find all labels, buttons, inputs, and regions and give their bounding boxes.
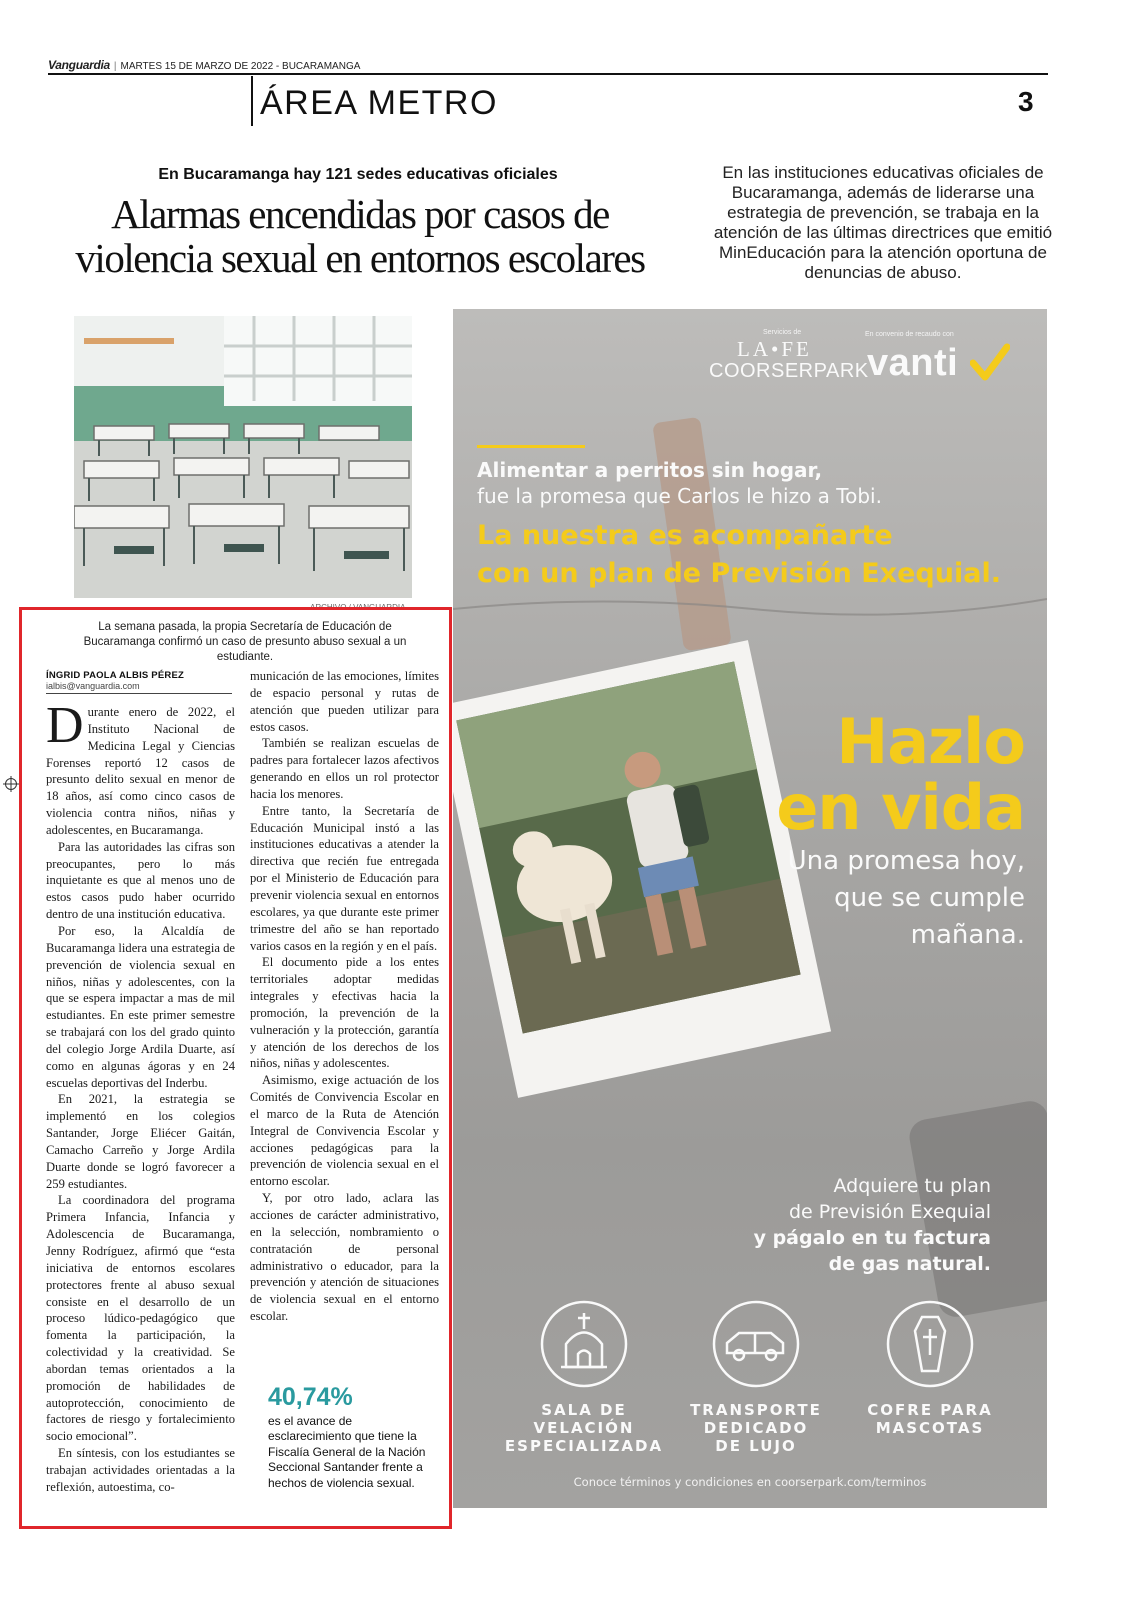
ad-tagline bbox=[725, 843, 1025, 954]
service-line: VELACIÓN bbox=[533, 1419, 635, 1437]
service-label-transport bbox=[671, 1401, 841, 1455]
author-email[interactable]: ialbis@vanguardia.com bbox=[46, 681, 140, 691]
headline-line-2: violencia sexual en entornos escolares bbox=[75, 235, 645, 281]
author-name: ÍNGRID PAOLA ALBIS PÉREZ bbox=[46, 670, 184, 681]
plan-line-2: con un plan de Previsión Exequial. bbox=[477, 558, 1001, 589]
paragraph: En síntesis, con los estudiantes se trabajan actividades orientadas a la reflexión, autoestima, co- bbox=[46, 1446, 235, 1494]
promise-line-1: Alimentar a perritos sin hogar, bbox=[477, 458, 823, 482]
cta-line-3: y págalo en tu factura bbox=[753, 1227, 991, 1249]
service-line: MASCOTAS bbox=[875, 1419, 985, 1437]
service-line: SALA DE bbox=[541, 1401, 627, 1419]
section-divider bbox=[251, 76, 253, 126]
paragraph: El documento pide a los entes territoriales adoptar medidas integrales y efectivas hacia la promoción, la prevención de la vulneración y la protección, garantía y atención de los derechos de los niños, niñas y adolescentes. bbox=[250, 955, 439, 1071]
article-deck: En las instituciones educativas oficiales de Bucaramanga, además de liderarse una estrategia de prevención, se trabaja en la atención de las últimas directrices que emitió MinEducación para la atención oportuna de denuncias de abuso. bbox=[713, 163, 1053, 282]
dateline: MARTES 15 DE MARZO DE 2022 - BUCARAMANGA bbox=[120, 61, 361, 72]
paragraph: Asimismo, exige actuación de los Comités de Convivencia Escolar en el marco de la Ruta de Atención Integral de Convivencia Escolar y acciones pedagógicas para la prevención de violencia sexual en el entorno escolar. bbox=[250, 1073, 439, 1189]
promise-line-2: fue la promesa que Carlos le hizo a Tobi. bbox=[477, 484, 882, 508]
paragraph: Para las autoridades las cifras son preocupantes, pero lo más inquietante es que al menos uno de estos casos pudo haber ocurrido dentro de una institución educativa. bbox=[46, 839, 235, 922]
newspaper-logo: Vanguardia bbox=[48, 58, 110, 72]
tagline-line-1: Una promesa hoy, bbox=[787, 846, 1025, 876]
cta-line-4: de gas natural. bbox=[828, 1253, 991, 1275]
photo-caption: La semana pasada, la propia Secretaría de Educación de Bucaramanga confirmó un caso de presunto abuso sexual a un estudiante. bbox=[83, 621, 407, 663]
ad-terms[interactable]: Conoce términos y condiciones en coorserpark.com/terminos bbox=[573, 1475, 927, 1489]
ad-accent-rule bbox=[477, 445, 585, 448]
service-line: ESPECIALIZADA bbox=[504, 1437, 664, 1455]
cta-line-1: Adquiere tu plan bbox=[833, 1175, 991, 1197]
header-rule bbox=[48, 73, 1048, 75]
ad-slogan bbox=[745, 705, 1025, 844]
stat-value: 40,74% bbox=[268, 1383, 353, 1411]
section-title: ÁREA METRO bbox=[260, 84, 498, 122]
classroom-photo bbox=[74, 316, 412, 598]
checkmark-icon bbox=[970, 343, 1010, 383]
paragraph: La coordinadora del programa Primera Infancia, Infancia y Adolescencia de Bucaramanga, Jenny Rodríguez, afirmó que “esta iniciativa de entornos escolares protectores frente al abuso sexual consiste en el desarrollo de un proceso lúdico-pedagógico que fomenta la participación, la colectividad y la creatividad. Se abordan temas orientados a la promoción de habilidades de autoprotección, conocimiento de factores de riesgo y fortalecimiento socio emocional”. bbox=[46, 1193, 235, 1444]
hearse-icon bbox=[711, 1299, 801, 1389]
paragraph: Por eso, la Alcaldía de Bucaramanga lidera una estrategia de prevención de violencia sexual en niños, niñas y adolescentes, con la que se espera impactar a mas de mil estudiantes. En este primer semestre se trabajará con los del grado quinto del colegio Jorge Ardila Duarte, así como en algunas ágoras y en 24 escuelas deportivas del Inderbu. bbox=[46, 923, 235, 1090]
slogan-line-1: Hazlo bbox=[836, 705, 1025, 778]
dropcap: D bbox=[46, 697, 84, 754]
classroom-illustration bbox=[74, 316, 412, 598]
chapel-icon bbox=[539, 1299, 629, 1389]
service-label-chapel bbox=[499, 1401, 669, 1455]
service-line: DEDICADO bbox=[703, 1419, 809, 1437]
article-headline bbox=[40, 192, 680, 280]
vanti-logo: vanti bbox=[867, 342, 959, 384]
service-line: DE LUJO bbox=[715, 1437, 797, 1455]
lafe-logo: LA•FE bbox=[737, 337, 812, 361]
headline-line-1: Alarmas encendidas por casos de bbox=[111, 191, 609, 237]
article-kicker: En Bucaramanga hay 121 sedes educativas oficiales bbox=[158, 166, 558, 183]
ad-call-to-action bbox=[691, 1173, 991, 1277]
ad-plan bbox=[477, 517, 1037, 593]
service-label-pet-coffin bbox=[845, 1401, 1015, 1437]
slogan-line-2: en vida bbox=[776, 771, 1025, 844]
paragraph: En 2021, la estrategia se implementó en los colegios Santander, Jorge Eliécer Gaitán, Camacho Carreño y Jorge Ardila Duarte donde se logró favorecer a 259 estudiantes. bbox=[46, 1092, 235, 1191]
service-line: COFRE PARA bbox=[867, 1401, 993, 1419]
plan-line-1: La nuestra es acompañarte bbox=[477, 520, 893, 551]
tagline-line-3: mañana. bbox=[910, 920, 1025, 950]
paragraph: También se realizan escuelas de padres para fortalecer lazos afectivos generando en ellos un rol protector hacia los menores. bbox=[250, 736, 439, 801]
stat-description: es el avance de esclarecimiento que tiene la Fiscalía General de la Nación Seccional Santander frente a hechos de violencia sexual. bbox=[268, 1414, 426, 1490]
service-line: TRANSPORTE bbox=[690, 1401, 822, 1419]
lafe-small-label: Servicios de bbox=[763, 329, 802, 336]
photo-credit: ARCHIVO / VANGUARDIA bbox=[310, 603, 406, 612]
tagline-line-2: que se cumple bbox=[834, 883, 1025, 913]
paragraph: Entre tanto, la Secretaría de Educación Municipal instó a las instituciones educativas a atender la directiva que recién fue entregada por el Ministerio de Educación para prevenir violencia sexual en entornos escolares, ya que durante este primer trimestre del año se han reportado varios casos en la región y en el país. bbox=[250, 803, 439, 953]
masthead bbox=[48, 58, 1048, 72]
paragraph: Y, por otro lado, aclara las acciones de carácter administrativo, en la selección, nombramiento o contratación de personal administrativo o educador, para la prevención y atención de situaciones de violencia sexual en el entorno escolar. bbox=[250, 1191, 439, 1324]
highlight-frame bbox=[19, 607, 452, 1529]
coffin-icon bbox=[885, 1299, 975, 1389]
paragraph: municación de las emociones, límites de espacio personal y rutas de atención que pueden utilizar para estos casos. bbox=[250, 669, 439, 734]
ad-promise bbox=[477, 457, 1037, 509]
page-number: 3 bbox=[1018, 86, 1034, 117]
advertisement[interactable] bbox=[453, 309, 1047, 1508]
cta-line-2: de Previsión Exequial bbox=[788, 1201, 991, 1223]
coorserpark-logo: COORSERPARK bbox=[709, 360, 869, 382]
vanti-small-label: En convenio de recaudo con bbox=[865, 331, 954, 338]
registration-mark-icon bbox=[3, 776, 19, 792]
masthead-separator: | bbox=[113, 61, 117, 72]
paragraph-text: urante enero de 2022, el Instituto Nacional de Medicina Legal y Ciencias Forenses reportó 12 casos de presunto delito sexual en menor de 18 años, así como cinco casos de violencia contra niños, niñas y adolescentes, en Bucaramanga. bbox=[46, 705, 235, 837]
